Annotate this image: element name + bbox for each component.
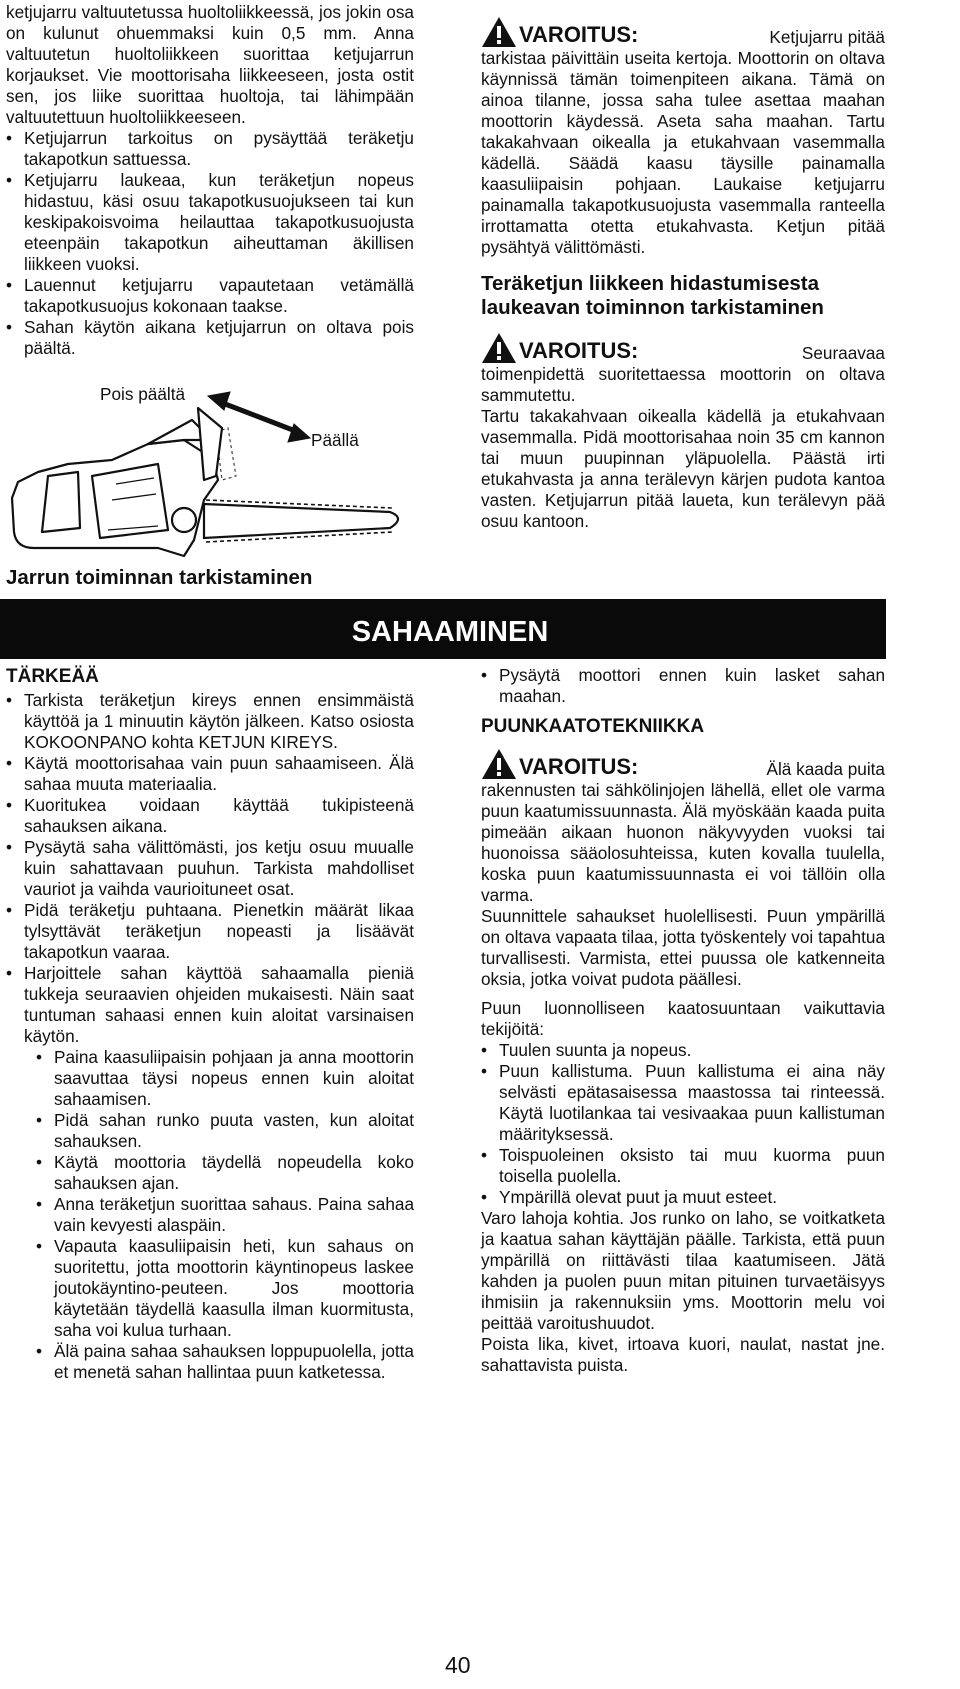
warning-label: VAROITUS: bbox=[519, 22, 639, 47]
figure-label-on: Päällä bbox=[311, 430, 359, 450]
brake-direction-arrow bbox=[208, 392, 310, 442]
brake-service-text: ketjujarru valtuutetussa huoltoliikkeessä, jos jokin osa on kulunut ohuemmaksi kuin 0,5 mm. Anna valtuutetun huoltoliikkeen suorittaa ketjujarrun korjaukset. Vie moottorisaha liikkeeseen, josta ostit sen, jos liike suorittaa huoltoja, tai lähimpään valtuutettuun huoltoliikkeeseen. bbox=[6, 2, 414, 127]
list-item: • Tarkista teräketjun kireys ennen ensimmäistä käyttöä ja 1 minuutin käytön jälkeen. Katso osiosta KOKOONPANO kohta KETJUN KIREYS. bbox=[6, 690, 414, 753]
chainsaw-body bbox=[12, 408, 222, 556]
bottom-right-column bbox=[481, 665, 885, 1376]
sub-list-item: • Paina kaasuliipaisin pohjaan ja anna moottorin saavuttaa täysi nopeus ennen kuin aloitat sahaamisen. bbox=[6, 1047, 414, 1110]
warning-lead: Ketjujarru pitää bbox=[769, 27, 885, 47]
list-item: • Kuoritukea voidaan käyttää tukipisteenä sahauksen aikana. bbox=[6, 795, 414, 837]
section-heading: Teräketjun liikkeen hidastumisesta laukeavan toiminnon tarkistaminen bbox=[481, 272, 824, 319]
list-item: • Puun kallistuma. Puun kallistuma ei aina näy selvästi epätasaisessa maastossa tai rinteessä. Käytä luotilankaa tai vesivaakaa puun kallistuman määrityksessä. bbox=[481, 1061, 885, 1145]
important-heading: TÄRKEÄÄ bbox=[6, 666, 99, 687]
warning-text: tarkistaa päivittäin useita kertoja. Moottorin on oltava käynnissä tämän toimenpiteen aikana. Tämä on ainoa tilanne, jossa saha tulee asettaa maahan moottorin käydessä. Aseta saha maahan. Tartu takakahvaan oikealla ja etukahvaan vasemmalla kädellä. Säädä kaasu täysille painamalla kaasuliipaisin pohjaan. Laukaise ketjujarru painamalla takapotkusuojusta vasemmalla ranteella irrottamatta otetta etukahvasta. Ketjun pitää pysähtyä välittömästi. bbox=[481, 48, 885, 257]
guide-bar bbox=[204, 500, 398, 542]
chainsaw-illustration bbox=[8, 380, 408, 575]
sub-list-item: • Vapauta kaasuliipaisin heti, kun sahaus on suoritettu, jotta moottorin käyntinopeus laskee joutokäyntino-peuteen. Jos moottoria käytetään täydellä kaasulla ilman kuormitusta, saha voi kulua turhaan. bbox=[6, 1236, 414, 1341]
warning-icon bbox=[481, 748, 517, 780]
list-item: • Pidä teräketju puhtaana. Pienetkin määrät likaa tylsyttävät teräketjun nopeasti ja lisäävät takapotkun vaaraa. bbox=[6, 900, 414, 963]
warning-icon bbox=[481, 332, 517, 364]
warning-heading bbox=[481, 748, 885, 780]
brake-check-heading: Jarrun toiminnan tarkistaminen bbox=[6, 566, 313, 589]
felling-heading: PUUNKAATOTEKNIIKKA bbox=[481, 716, 705, 737]
top-left-column bbox=[6, 2, 414, 359]
warning-text: toimenpidettä suoritettaessa moottorin on oltava sammutettu. bbox=[481, 364, 885, 405]
list-item: • Pysäytä saha välittömästi, jos ketju osuu muualle kuin sahattavaan puuhun. Tarkista mahdolliset vauriot ja vaihda vaurioituneet osat. bbox=[6, 837, 414, 900]
warning-lead: Seuraavaa bbox=[801, 343, 885, 363]
plan-text: Suunnittele sahaukset huolellisesti. Puun ympärillä on oltava vapaata tilaa, jotta työskentely voi tapahtua turvallisesti. Varmista, ettei puussa ole katkenneita oksia, jotka voivat pudota päällesi. bbox=[481, 906, 885, 989]
sub-list-item: • Älä paina sahaa sahauksen loppupuolella, jotta et menetä sahan hallintaa puun katketessa. bbox=[6, 1341, 414, 1383]
list-item: • Tuulen suunta ja nopeus. bbox=[481, 1040, 885, 1061]
remove-text: Poista lika, kivet, irtoava kuori, naulat, nastat jne. sahattavista puista. bbox=[481, 1334, 885, 1375]
list-item: • Harjoittele sahan käyttöä sahaamalla pieniä tukkeja seuraavien ohjeiden mukaisesti. Näin saat tuntuman sahaasi ennen kuin aloitat varsinaisen käytön. bbox=[6, 963, 414, 1047]
list-item: • Pysäytä moottori ennen kuin lasket sahan maahan. bbox=[481, 665, 885, 707]
warning-heading bbox=[481, 332, 885, 364]
decay-text: Varo lahoja kohtia. Jos runko on laho, se voitkatketa ja kaatua sahan käyttäjän päälle. Tarkista, että puun ympärillä on riittävästi tilaa kaatumiseen. Jätä kahden ja puolen puun mitan pituinen turvaetäisyys ihmisiin ja rakennuksiin yms. Moottorin melu voi peittää varoitushuudot. bbox=[481, 1208, 885, 1333]
page-number: 40 bbox=[445, 1652, 471, 1678]
sub-list-item: • Anna teräketjun suorittaa sahaus. Paina sahaa vain kevyesti alaspäin. bbox=[6, 1194, 414, 1236]
list-item: • Lauennut ketjujarru vapautetaan vetämällä takapotkusuojus kokonaan taakse. bbox=[6, 275, 414, 317]
slowdown-check-text: Tartu takakahvaan oikealla kädellä ja etukahvaan vasemmalla. Pidä moottorisahaa noin 35 cm kannon tai muun puupinnan yläpuolella. Päästä irti etukahvasta ja anna terälevyn kärjen pudota kantoa vasten. Ketjujarrun pitää laueta, kun terälevyn pää osuu kantoon. bbox=[481, 406, 885, 531]
top-right-column bbox=[481, 16, 885, 532]
warning-label: VAROITUS: bbox=[519, 338, 639, 363]
list-item: • Käytä moottorisahaa vain puun sahaamiseen. Älä sahaa muuta materiaalia. bbox=[6, 753, 414, 795]
warning-heading bbox=[481, 16, 885, 48]
warning-label: VAROITUS: bbox=[519, 754, 639, 779]
sub-list-item: • Pidä sahan runko puuta vasten, kun aloitat sahauksen. bbox=[6, 1110, 414, 1152]
banner-title: SAHAAMINEN bbox=[351, 616, 549, 648]
list-item: • Ketjujarru laukeaa, kun teräketjun nopeus hidastuu, käsi osuu takapotkusuojukseen tai kun keskipakoisvoima heilauttaa takapotkusuojusta eteenpäin takapotkun aiheuttaman äkillisen liikkeen vuoksi. bbox=[6, 170, 414, 275]
sub-list-item: • Käytä moottoria täydellä nopeudella koko sahauksen ajan. bbox=[6, 1152, 414, 1194]
factors-intro: Puun luonnolliseen kaatosuuntaan vaikuttavia tekijöitä: bbox=[481, 998, 885, 1039]
list-item: • Toispuoleinen oksisto tai muu kuorma puun toisella puolella. bbox=[481, 1145, 885, 1187]
bottom-left-column bbox=[6, 665, 414, 1383]
warning-lead: Älä kaada puita bbox=[766, 759, 885, 779]
list-item: • Sahan käytön aikana ketjujarrun on oltava pois päältä. bbox=[6, 317, 414, 359]
figure-label-off: Pois päältä bbox=[100, 384, 186, 404]
warning-text: rakennusten tai sähkölinjojen lähellä, ellet ole varma puun kaatumissuunnasta. Älä myöskään kaada puita pimeään aikaan huonon näkyvyyden vuoksi tai huonoissa sääolosuhteissa, kuten kovalla tuulella, koska puun kaatumissuunnasta ei voi tällöin olla varma. bbox=[481, 780, 885, 905]
list-item: • Ympärillä olevat puut ja muut esteet. bbox=[481, 1187, 885, 1208]
list-item: • Ketjujarrun tarkoitus on pysäyttää teräketju takapotkun sattuessa. bbox=[6, 128, 414, 170]
warning-icon bbox=[481, 16, 517, 48]
